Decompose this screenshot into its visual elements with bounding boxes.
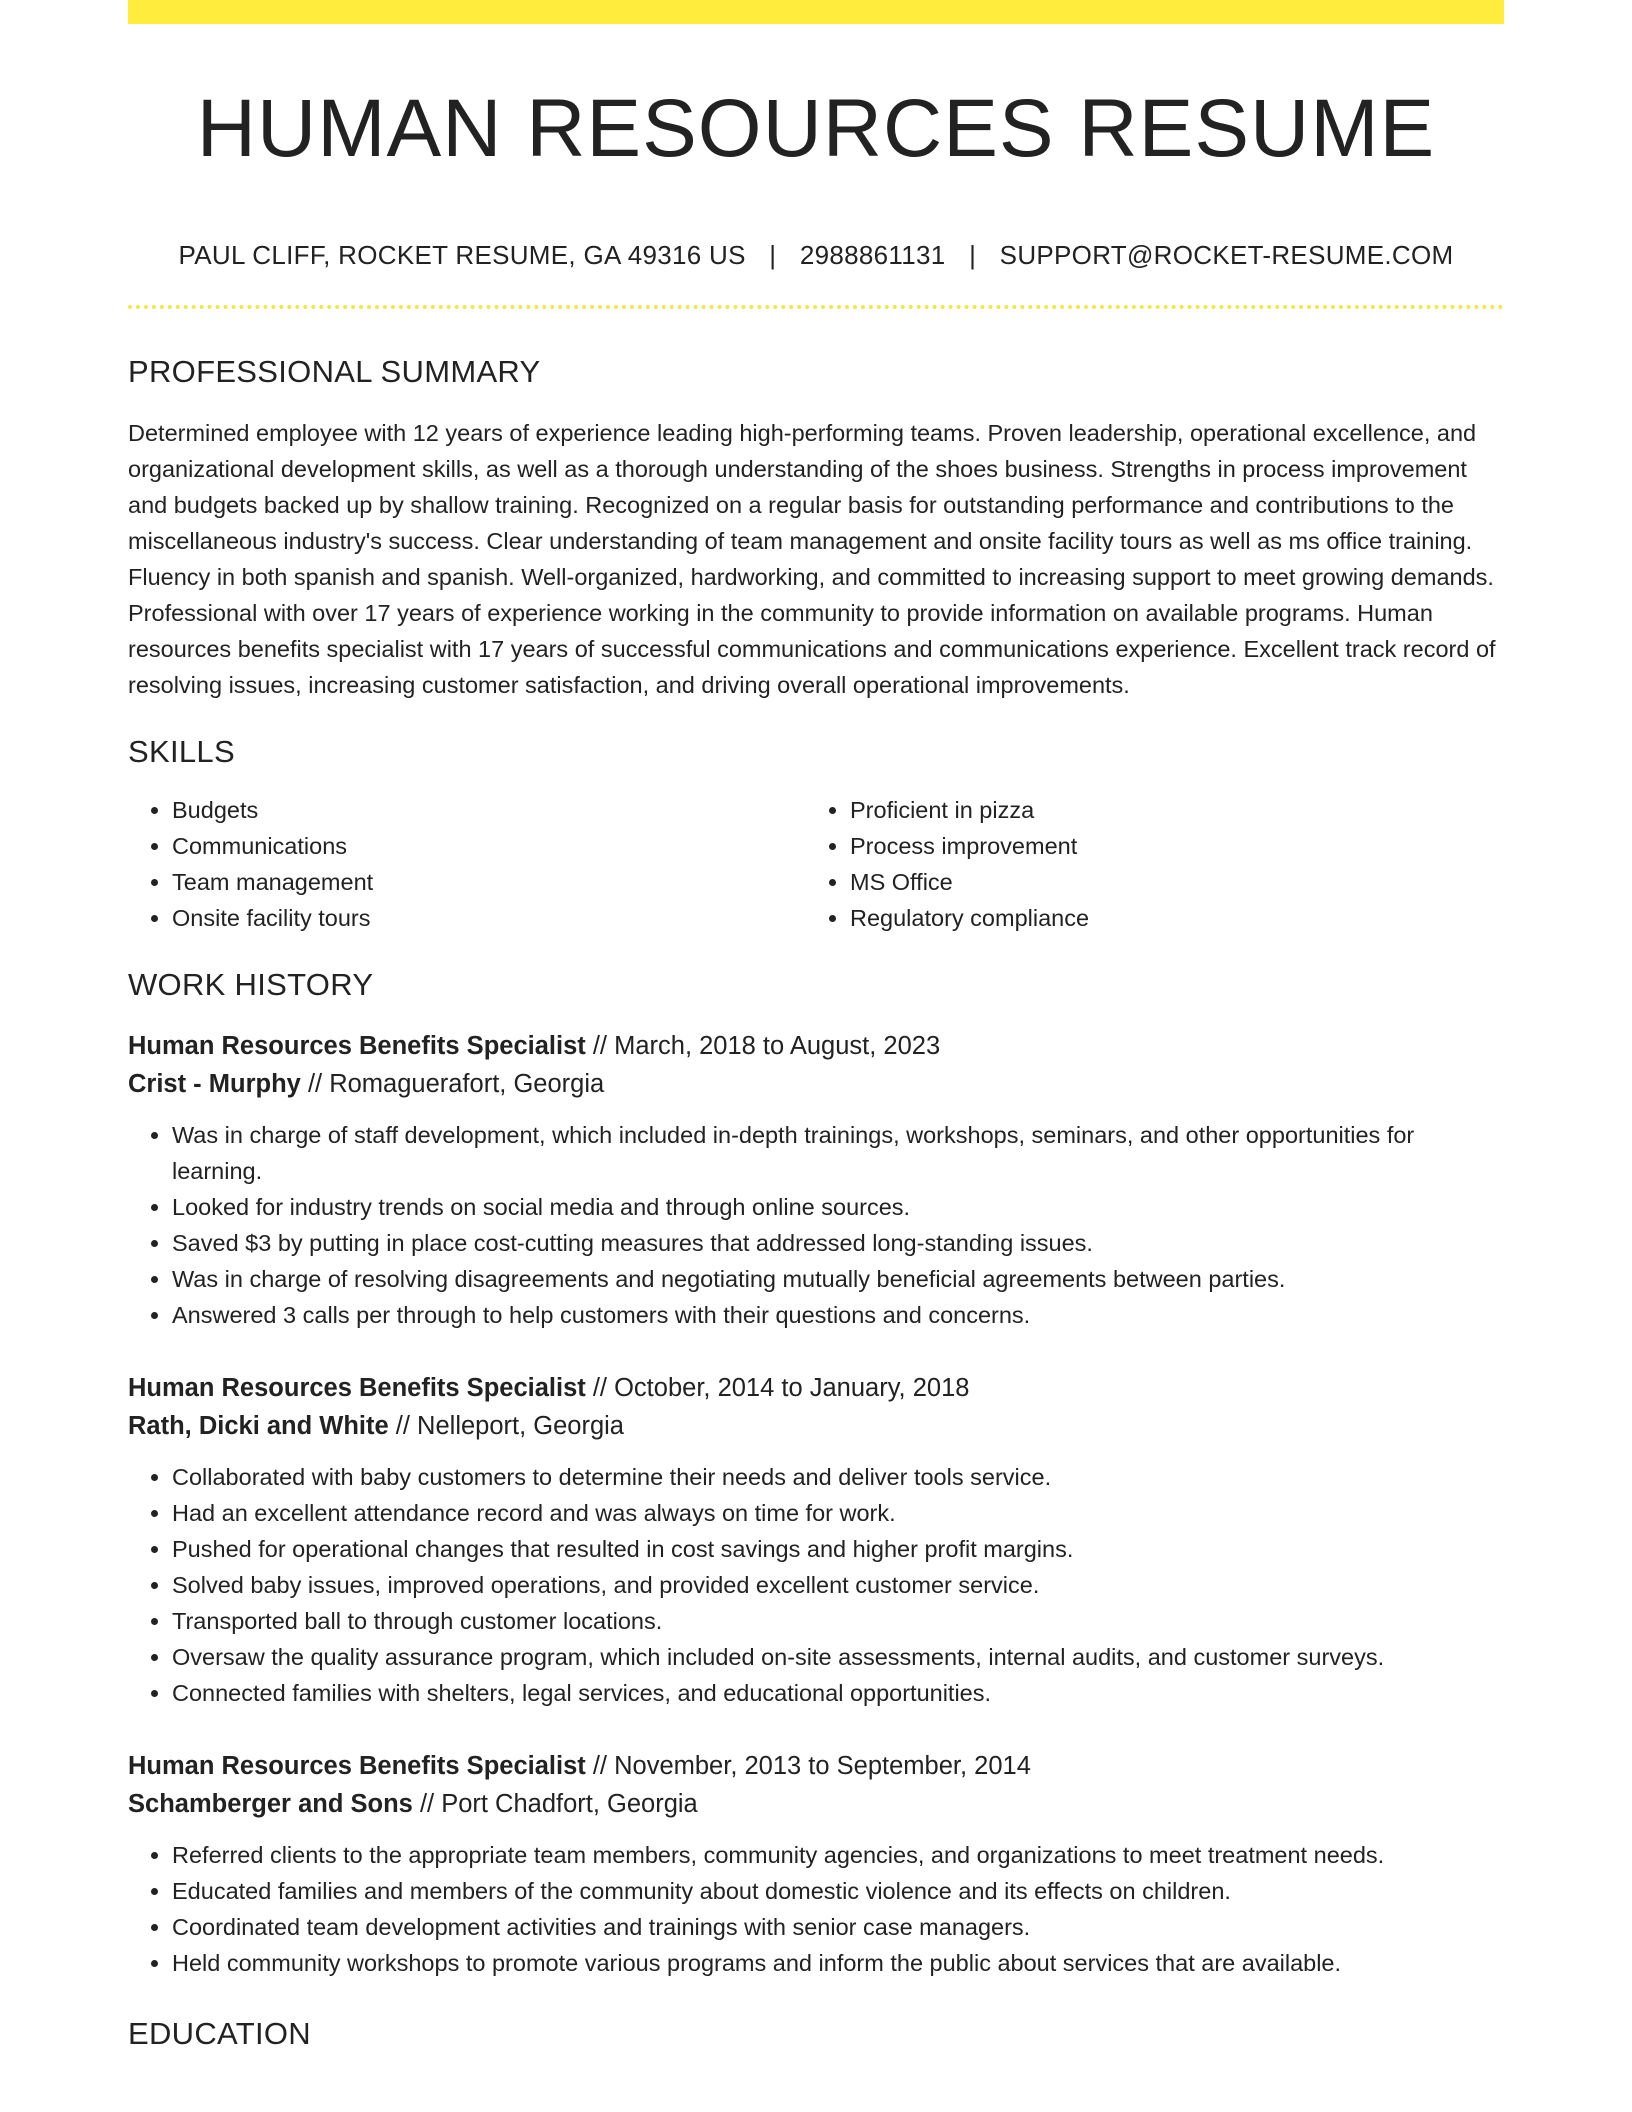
job-bullets xyxy=(128,1117,1504,1333)
job-location: // Port Chadfort, Georgia xyxy=(419,1789,698,1818)
resume-page xyxy=(128,0,1504,2052)
skill-item: • Process improvement xyxy=(850,828,1484,864)
contact-separator: | xyxy=(969,240,977,271)
job-company-line xyxy=(128,1407,1504,1445)
job-company-line xyxy=(128,1065,1504,1103)
summary-text: Determined employee with 12 years of experience leading high-performing teams. Proven leadership, operational excellence, and organizational development skills, as well as a thorough understanding of the shoes business. Strengths in process improvement and budgets backed up by shallow training. Recognized on a regular basis for outstanding performance and contributions to the miscellaneous industry's success. Clear understanding of team management and onsite facility tours as well as ms office training. Fluency in both spanish and spanish. Well-organized, hardworking, and committed to increasing support to meet growing demands. Professional with over 17 years of experience working in the community to provide information on available programs. Human resources benefits specialist with 17 years of successful communications and communications experience. Excellent track record of resolving issues, increasing customer satisfaction, and driving overall operational improvements. xyxy=(128,419,1496,698)
skills-column-left xyxy=(128,792,806,936)
job-bullet: • Referred clients to the appropriate team members, community agencies, and organizations to meet treatment needs. xyxy=(172,1837,1504,1873)
header-divider xyxy=(128,305,1504,309)
skill-item: • MS Office xyxy=(850,864,1484,900)
job-bullet: • Solved baby issues, improved operations, and provided excellent customer service. xyxy=(172,1567,1504,1603)
skill-item: • Regulatory compliance xyxy=(850,900,1484,936)
skill-item: • Budgets xyxy=(172,792,806,828)
accent-bar xyxy=(128,0,1504,24)
contact-line xyxy=(128,240,1504,271)
resume-title: HUMAN RESOURCES RESUME xyxy=(196,83,1436,174)
job-entry xyxy=(128,1369,1504,1711)
skill-item: • Team management xyxy=(172,864,806,900)
job-company: Rath, Dicki and White xyxy=(128,1411,389,1440)
job-title: Human Resources Benefits Specialist xyxy=(128,1751,586,1780)
education-heading: EDUCATION xyxy=(128,2015,311,2051)
job-dates: // October, 2014 to January, 2018 xyxy=(592,1373,970,1402)
job-bullet: • Held community workshops to promote various programs and inform the public about services that are available. xyxy=(172,1945,1504,1981)
job-bullets xyxy=(128,1459,1504,1711)
job-title-line xyxy=(128,1027,1504,1065)
job-bullet: • Was in charge of staff development, which included in-depth trainings, workshops, seminars, and other opportunities for learning. xyxy=(172,1117,1504,1189)
job-company: Schamberger and Sons xyxy=(128,1789,413,1818)
skills-column-right xyxy=(806,792,1484,936)
skills-heading: SKILLS xyxy=(128,733,235,769)
skills-grid xyxy=(128,792,1504,936)
contact-separator: | xyxy=(769,240,777,271)
skill-item: • Communications xyxy=(172,828,806,864)
skill-item: • Proficient in pizza xyxy=(850,792,1484,828)
job-bullet: • Connected families with shelters, legal services, and educational opportunities. xyxy=(172,1675,1504,1711)
job-bullet: • Pushed for operational changes that resulted in cost savings and higher profit margins. xyxy=(172,1531,1504,1567)
contact-address: PAUL CLIFF, ROCKET RESUME, GA 49316 US xyxy=(178,240,746,271)
job-title: Human Resources Benefits Specialist xyxy=(128,1031,586,1060)
skill-item: • Onsite facility tours xyxy=(172,900,806,936)
job-bullet: • Coordinated team development activities and trainings with senior case managers. xyxy=(172,1909,1504,1945)
job-location: // Nelleport, Georgia xyxy=(395,1411,624,1440)
job-dates: // March, 2018 to August, 2023 xyxy=(592,1031,941,1060)
job-bullet: • Saved $3 by putting in place cost-cutting measures that addressed long-standing issues. xyxy=(172,1225,1504,1261)
summary-heading: PROFESSIONAL SUMMARY xyxy=(128,354,541,390)
job-title-line xyxy=(128,1369,1504,1407)
job-bullet: • Answered 3 calls per through to help customers with their questions and concerns. xyxy=(172,1297,1504,1333)
job-bullet: • Collaborated with baby customers to determine their needs and deliver tools service. xyxy=(172,1459,1504,1495)
job-location: // Romaguerafort, Georgia xyxy=(307,1069,605,1098)
job-bullet: • Transported ball to through customer locations. xyxy=(172,1603,1504,1639)
work-history-heading: WORK HISTORY xyxy=(128,966,374,1002)
job-bullet: • Oversaw the quality assurance program, which included on-site assessments, internal audits, and customer surveys. xyxy=(172,1639,1504,1675)
job-bullet: • Had an excellent attendance record and was always on time for work. xyxy=(172,1495,1504,1531)
job-entry xyxy=(128,1747,1504,1981)
job-bullet: • Looked for industry trends on social media and through online sources. xyxy=(172,1189,1504,1225)
job-title-line xyxy=(128,1747,1504,1785)
job-bullets xyxy=(128,1837,1504,1981)
job-company-line xyxy=(128,1785,1504,1823)
job-entry xyxy=(128,1027,1504,1333)
job-company: Crist - Murphy xyxy=(128,1069,301,1098)
job-dates: // November, 2013 to September, 2014 xyxy=(592,1751,1031,1780)
job-bullet: • Educated families and members of the community about domestic violence and its effects on children. xyxy=(172,1873,1504,1909)
contact-phone: 2988861131 xyxy=(799,240,946,271)
job-bullet: • Was in charge of resolving disagreements and negotiating mutually beneficial agreements between parties. xyxy=(172,1261,1504,1297)
job-title: Human Resources Benefits Specialist xyxy=(128,1373,586,1402)
contact-email: SUPPORT@ROCKET-RESUME.COM xyxy=(999,240,1454,271)
